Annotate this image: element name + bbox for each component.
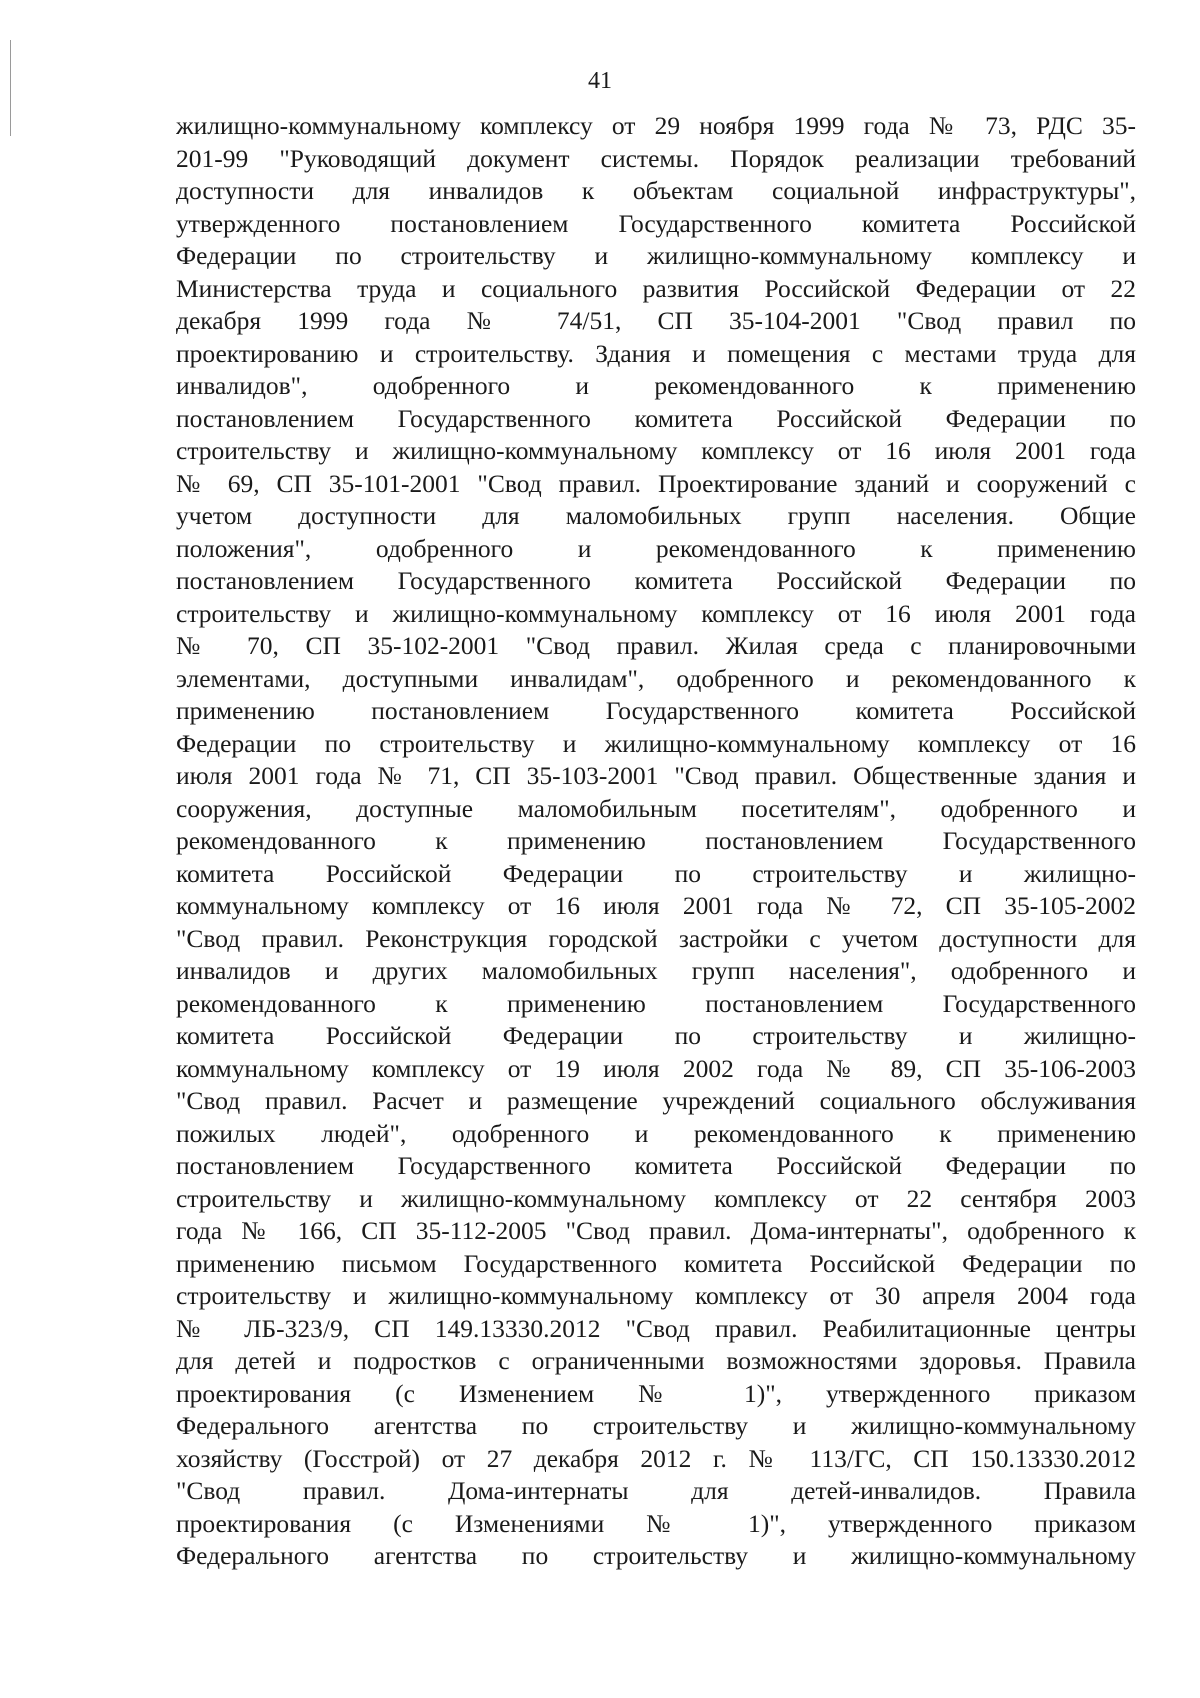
text-line: положения", одобренного и рекомендованного к применению [176, 533, 1136, 563]
text-line: года № 166, СП 35-112-2005 "Свод правил. Дома-интернаты", одобренного к [176, 1216, 1136, 1245]
text-line: "Свод правил. Дома-интернаты для детей-инвалидов. Правила [176, 1476, 1136, 1505]
text-line: строительству и жилищно-коммунальному комплексу от 30 апреля 2004 года [176, 1281, 1136, 1310]
text-line: Федерального агентства по строительству и жилищно-коммунальному [176, 1541, 1136, 1570]
text-line: жилищно-коммунальному комплексу от 29 ноября 1999 года № 73, РДС 35- [176, 111, 1136, 140]
text-line: строительству и жилищно-коммунальному комплексу от 16 июля 2001 года [176, 598, 1136, 628]
text-line: сооружения, доступные маломобильным посетителям", одобренного и [176, 793, 1136, 823]
text-line: строительству и жилищно-коммунальному комплексу от 22 сентября 2003 [176, 1183, 1136, 1213]
text-line: № ЛБ-323/9, СП 149.13330.2012 "Свод правил. Реабилитационные центры [176, 1313, 1136, 1343]
text-line: № 69, СП 35-101-2001 "Свод правил. Проектирование зданий и сооружений с [176, 468, 1136, 498]
text-line: коммунальному комплексу от 19 июля 2002 года № 89, СП 35-106-2003 [176, 1053, 1136, 1083]
text-line: рекомендованного к применению постановлением Государственного [176, 988, 1136, 1018]
body-paragraph [176, 110, 1136, 1573]
text-line: 201-99 "Руководящий документ системы. Порядок реализации требований [176, 143, 1136, 173]
text-line: пожилых людей", одобренного и рекомендованного к применению [176, 1118, 1136, 1148]
text-line: № 70, СП 35-102-2001 "Свод правил. Жилая среда с планировочными [176, 631, 1136, 660]
text-line: постановлением Государственного комитета Российской Федерации по [176, 1151, 1136, 1180]
text-line: постановлением Государственного комитета Российской Федерации по [176, 566, 1136, 595]
text-line: применению письмом Государственного комитета Российской Федерации по [176, 1248, 1136, 1278]
text-line: комитета Российской Федерации по строительству и жилищно- [176, 1021, 1136, 1050]
text-line: Федерации по строительству и жилищно-коммунальному комплексу от 16 [176, 728, 1136, 758]
text-line: учетом доступности для маломобильных групп населения. Общие [176, 501, 1136, 530]
text-line: проектированию и строительству. Здания и помещения с местами труда для [176, 338, 1136, 368]
text-line: Министерства труда и социального развития Российской Федерации от 22 [176, 273, 1136, 303]
text-line: хозяйству (Госстрой) от 27 декабря 2012 г. № 113/ГС, СП 150.13330.2012 [176, 1443, 1136, 1473]
text-line: применению постановлением Государственного комитета Российской [176, 696, 1136, 725]
text-line: Федерального агентства по строительству и жилищно-коммунальному [176, 1411, 1136, 1440]
page-number: 41 [588, 68, 612, 94]
text-line: инвалидов и других маломобильных групп населения", одобренного и [176, 956, 1136, 985]
text-line: "Свод правил. Реконструкция городской застройки с учетом доступности для [176, 923, 1136, 953]
text-line: элементами, доступными инвалидам", одобренного и рекомендованного к [176, 663, 1136, 693]
text-line: Федерации по строительству и жилищно-коммунальному комплексу и [176, 241, 1136, 270]
text-line: инвалидов", одобренного и рекомендованного к применению [176, 371, 1136, 400]
text-line: комитета Российской Федерации по строительству и жилищно- [176, 858, 1136, 888]
text-line: доступности для инвалидов к объектам социальной инфраструктуры", [176, 176, 1136, 205]
text-line: июля 2001 года № 71, СП 35-103-2001 "Свод правил. Общественные здания и [176, 761, 1136, 790]
text-line: утвержденного постановлением Государственного комитета Российской [176, 208, 1136, 238]
text-line: проектирования (с Изменениями № 1)", утвержденного приказом [176, 1508, 1136, 1538]
text-line: для детей и подростков с ограниченными возможностями здоровья. Правила [176, 1346, 1136, 1375]
text-line: проектирования (с Изменением № 1)", утвержденного приказом [176, 1378, 1136, 1408]
text-line: "Свод правил. Расчет и размещение учреждений социального обслуживания [176, 1086, 1136, 1115]
text-line: декабря 1999 года № 74/51, СП 35-104-2001 "Свод правил по [176, 306, 1136, 335]
text-line: строительству и жилищно-коммунальному комплексу от 16 июля 2001 года [176, 436, 1136, 465]
text-line: рекомендованного к применению постановлением Государственного [176, 826, 1136, 855]
text-line: коммунальному комплексу от 16 июля 2001 года № 72, СП 35-105-2002 [176, 891, 1136, 920]
text-line: постановлением Государственного комитета Российской Федерации по [176, 403, 1136, 433]
